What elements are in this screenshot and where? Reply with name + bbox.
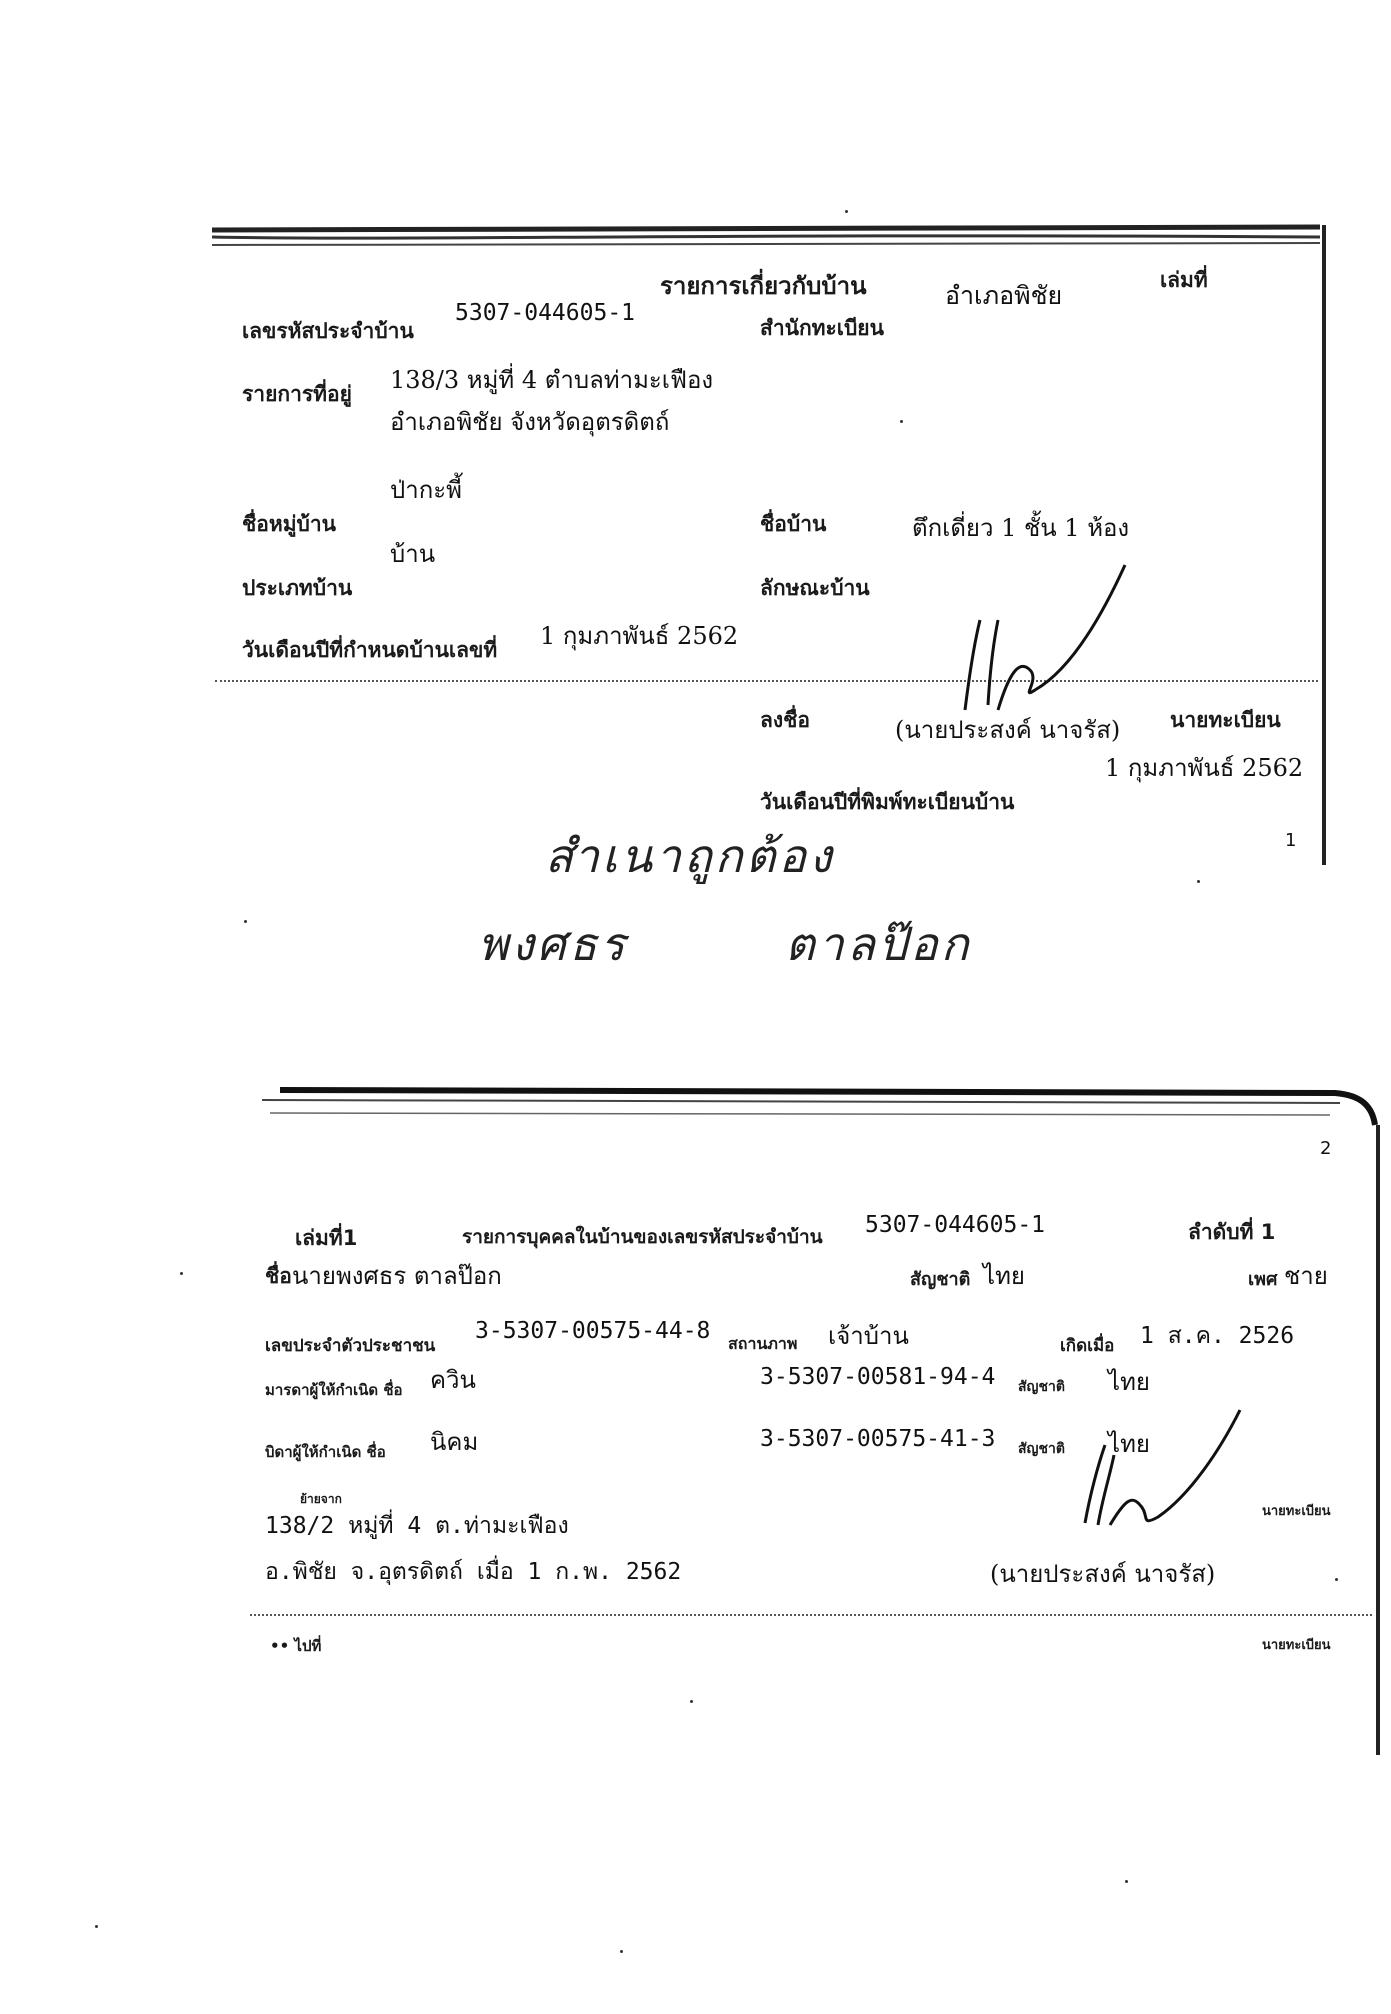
- person-book-label: เล่มที่1: [295, 1226, 358, 1250]
- registrar-title-2: นายทะเบียน: [1262, 1504, 1331, 1519]
- house-character-label: ลักษณะบ้าน: [760, 576, 870, 600]
- moved-from-label: ย้ายจาก: [300, 1492, 342, 1506]
- father-nationality-value: ไทย: [1108, 1430, 1150, 1458]
- scan-speck: [1335, 1578, 1338, 1581]
- printed-date-label: วันเดือนปีที่พิมพ์ทะเบียนบ้าน: [760, 790, 1015, 814]
- moved-from-line-1: 138/2 หมู่ที่ 4 ต.ท่ามะเฟือง: [265, 1513, 569, 1539]
- page2-top-border: [0, 1085, 1391, 1155]
- scan-speck: [620, 1950, 623, 1953]
- address-line-1: 138/3 หมู่ที่ 4 ตำบลท่ามะเฟือง: [390, 366, 714, 394]
- address-line-2: อำเภอพิชัย จังหวัดอุตรดิตถ์: [390, 408, 670, 436]
- address-label: รายการที่อยู่: [242, 382, 352, 406]
- district-office-value: อำเภอพิชัย: [945, 281, 1063, 310]
- status-value: เจ้าบ้าน: [828, 1322, 909, 1350]
- page2-right-edge: [1372, 1125, 1380, 1755]
- person-house-code: 5307-044605-1: [865, 1212, 1046, 1238]
- id-label: เลขประจำตัวประชาชน: [265, 1336, 436, 1356]
- scan-speck: [180, 1272, 183, 1275]
- book-label: เล่มที่: [1160, 268, 1208, 292]
- scan-speck: [900, 420, 903, 423]
- page1-top-border: [0, 215, 1391, 255]
- house-code-value: 5307-044605-1: [455, 300, 636, 326]
- house-style-value: ตึกเดี่ยว 1 ชั้น 1 ห้อง: [912, 514, 1130, 542]
- registrar-title-3: นายทะเบียน: [1262, 1638, 1331, 1653]
- page2-number: 2: [1320, 1138, 1332, 1159]
- registry-office-label: สำนักทะเบียน: [760, 316, 884, 340]
- scan-speck: [244, 920, 247, 923]
- father-nationality-label: สัญชาติ: [1018, 1441, 1065, 1457]
- registrar-name-2: (นายประสงค์ นาจรัส): [990, 1560, 1216, 1588]
- assigned-date-label: วันเดือนปีที่กำหนดบ้านเลขที่: [242, 638, 498, 662]
- page1-divider: [215, 680, 1318, 682]
- mother-name-value: ควิน: [430, 1366, 476, 1394]
- handwritten-copy-certified: สำเนาถูกต้อง: [545, 829, 835, 883]
- printed-date-value: 1 กุมภาพันธ์ 2562: [1105, 754, 1304, 782]
- registrar-title-1: นายทะเบียน: [1170, 708, 1281, 732]
- born-label: เกิดเมื่อ: [1060, 1336, 1115, 1356]
- father-id-value: 3-5307-00575-41-3: [760, 1426, 996, 1452]
- scan-speck: [845, 210, 848, 213]
- registrar-name-1: (นายประสงค์ นาจรัส): [895, 716, 1121, 744]
- nationality-label: สัญชาติ: [910, 1269, 971, 1290]
- assigned-date-value: 1 กุมภาพันธ์ 2562: [540, 622, 739, 650]
- moved-from-line-2: อ.พิชัย จ.อุตรดิตถ์ เมื่อ 1 ก.พ. 2562: [265, 1559, 682, 1585]
- person-section-title: รายการบุคคลในบ้านของเลขรหัสประจำบ้าน: [462, 1226, 823, 1248]
- village-name-label: ชื่อหมู่บ้าน: [242, 512, 337, 536]
- order-label: ลำดับที่ 1: [1188, 1220, 1276, 1244]
- house-type-value: บ้าน: [390, 540, 436, 568]
- handwritten-first-name: พงศธร: [478, 917, 628, 971]
- page1-right-edge: [1318, 225, 1326, 865]
- house-section-title: รายการเกี่ยวกับบ้าน: [660, 272, 867, 300]
- scan-speck: [95, 1925, 98, 1928]
- name-label: ชื่อ: [265, 1264, 292, 1288]
- scan-speck: [1197, 880, 1200, 883]
- registrar-signature-2: [1070, 1405, 1250, 1535]
- scan-speck: [690, 1700, 693, 1703]
- page1-number: 1: [1285, 830, 1297, 851]
- house-type-label: ประเภทบ้าน: [242, 576, 353, 600]
- sex-value: ชาย: [1284, 1262, 1328, 1290]
- status-label: สถานภาพ: [728, 1334, 798, 1353]
- mother-label: มารดาผู้ให้กำเนิด ชื่อ: [265, 1381, 403, 1399]
- mother-nationality-label: สัญชาติ: [1018, 1379, 1065, 1395]
- father-label: บิดาผู้ให้กำเนิด ชื่อ: [265, 1443, 386, 1461]
- house-name-label: ชื่อบ้าน: [760, 512, 827, 536]
- person-name-value: นายพงศธร ตาลป๊อก: [292, 1262, 502, 1290]
- mother-id-value: 3-5307-00581-94-4: [760, 1364, 996, 1390]
- sign-label: ลงชื่อ: [760, 708, 810, 732]
- mother-nationality-value: ไทย: [1108, 1368, 1150, 1396]
- moved-to-label: •• ไปที่: [270, 1637, 322, 1655]
- registrar-signature-1: [950, 560, 1150, 720]
- born-value: 1 ส.ค. 2526: [1140, 1323, 1295, 1349]
- nationality-value: ไทย: [983, 1262, 1025, 1290]
- village-name-value: ป่ากะพี้: [390, 476, 462, 504]
- handwritten-last-name: ตาลป๊อก: [785, 917, 972, 971]
- id-number-value: 3-5307-00575-44-8: [475, 1318, 711, 1344]
- page2-divider: [250, 1614, 1372, 1616]
- father-name-value: นิคม: [430, 1428, 479, 1456]
- sex-label: เพศ: [1248, 1269, 1278, 1290]
- house-code-label: เลขรหัสประจำบ้าน: [242, 319, 414, 343]
- scan-speck: [1125, 1880, 1128, 1883]
